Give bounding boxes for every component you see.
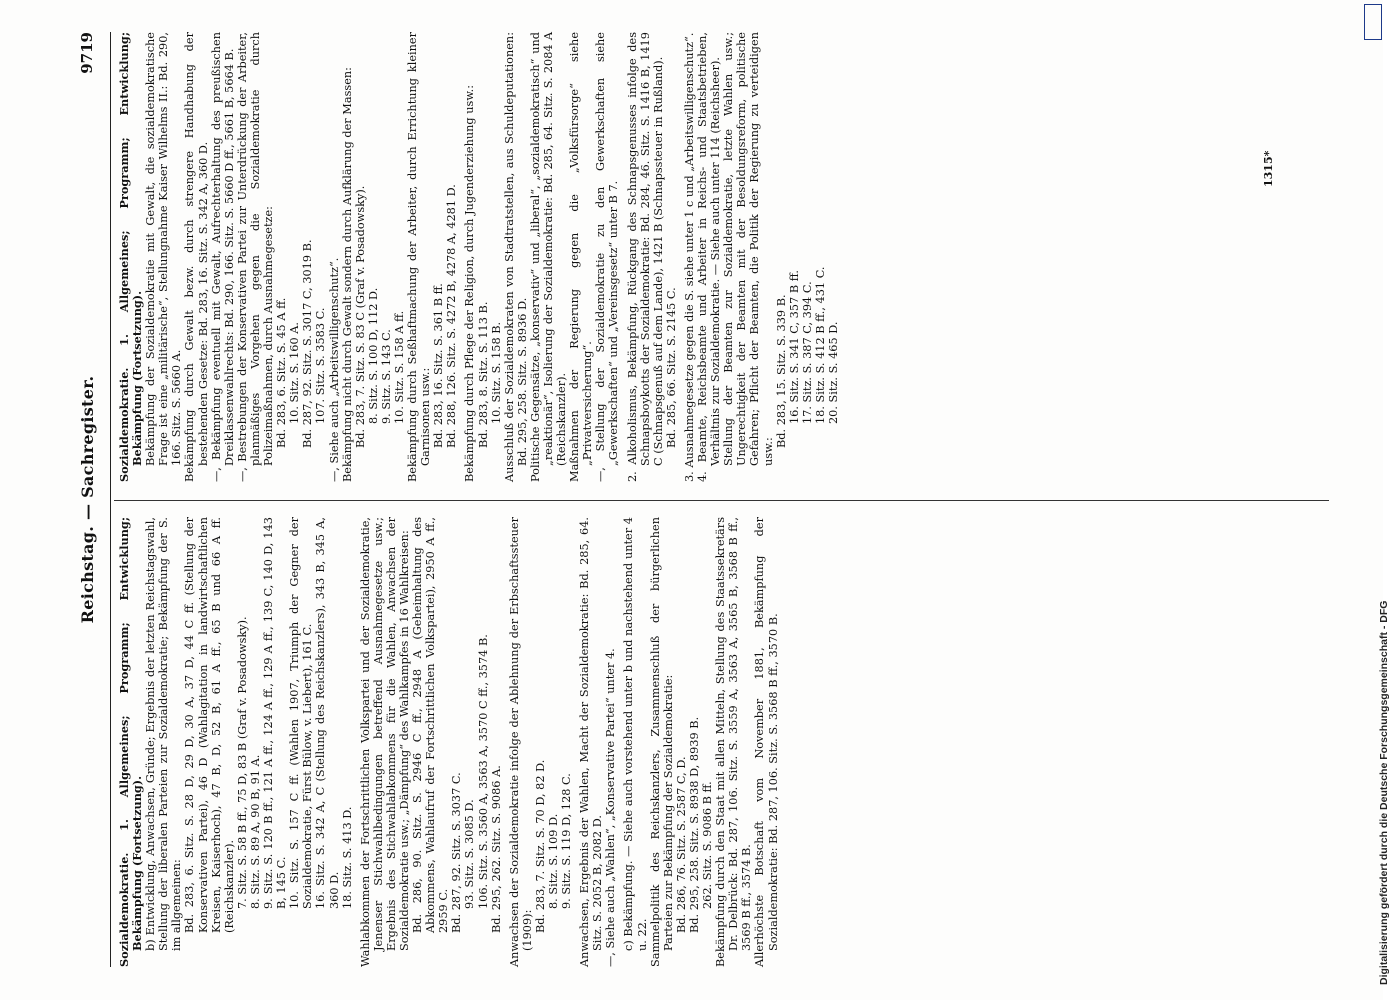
index-entry: 18. Sitz. S. 413 D. — [340, 806, 354, 909]
page-number: 9719 — [78, 32, 96, 74]
index-entry: b) Entwicklung, Anwachsen, Gründe; Ergebnis der letzten Reichstagswahl, Stellung der liberalen Parteien zur Sozialdemokratie; Bekämpfung der S. im allgemeinen: — [144, 517, 184, 951]
index-entry: Bd. 283, 16. Sitz. S. 361 B ff. — [432, 283, 446, 448]
index-entry: Bd. 295, 262. Sitz. S. 9086 A. — [489, 765, 503, 933]
index-entry: Bekämpfung durch den Staat mit allen Mitteln, Stellung des Staatssekretärs Dr. Delbrück: Bd. 287, 106. Sitz. S. 3559 A, 3563 A, 3565 B, 3568 B ff., 3569 B ff., 3574 B. — [714, 517, 754, 967]
index-entry: Bekämpfung durch Seßhaftmachung der Arbeiter, durch Errichtung kleiner Garnisonen usw.: — [406, 32, 433, 482]
index-entry: Politische Gegensätze, „konservativ“ und „liberal“, „sozialdemokratisch“ und „reaktionär“, Isolierung der Sozialdemokratie: Bd. 285, 64. Sitz. S. 2084 A (Reichskanzler). — [528, 32, 569, 482]
right-column — [118, 32, 1323, 482]
index-entry: 262. Sitz. S. 9086 B ff. — [701, 781, 715, 909]
index-entry: 2. Alkoholismus, Bekämpfung, Rückgang des Schnapsgenusses infolge des Schnapsboykotts der Sozialdemokratie: Bd. 284, 46. Sitz. S. 1416 B, 1419 C (Schnapsgenuß auf dem Lande), 1421 B (Schnapssteuer in Rußland). — [625, 32, 665, 482]
index-entry: 10. Sitz. S. 158 A ff. — [392, 310, 406, 424]
index-entry: 3. Ausnahmegesetze gegen die S. siehe unter 1 c und „Arbeitswilligenschutz“. — [682, 32, 696, 482]
index-entry: Bekämpfung durch Pflege der Religion, durch Jugenderziehung usw.: — [463, 84, 477, 482]
index-entry: Bd. 287, 92. Sitz. S. 3037 C. — [450, 772, 464, 933]
index-entry: Bd. 295, 258. Sitz. S. 8938 D, 8939 B. — [687, 716, 701, 933]
index-entry: —, Siehe auch „Wahlen“, „Konservative Partei“ unter 4. — [604, 648, 618, 967]
index-entry: Maßnahmen der Regierung gegen die „Volksfürsorge“ siehe „Privatversicherung“. — [568, 32, 595, 482]
index-entry: Ausschluß der Sozialdemokraten von Stadtratstellen, aus Schuldeputationen: Bd. 295, 258. Sitz. S. 8936 D. — [502, 32, 529, 482]
index-entry: 9. Sitz. S. 119 D, 128 C. — [560, 773, 574, 909]
index-entry: —, Stellung der Sozialdemokratie zu den Gewerkschaften siehe „Gewerkschaften“ und „Vereinsgesetz“ unter B 7. — [594, 32, 621, 482]
index-entry: 18. Sitz. S. 412 B ff., 431 C. — [813, 266, 827, 424]
index-entry: Bd. 283, 7. Sitz. S. 83 C (Graf v. Posadowsky). — [353, 185, 367, 448]
section-heading: Sozialdemokratie. 1. Allgemeines; Programm; Entwicklung; Bekämpfung (Fortsetzung). — [117, 517, 145, 967]
index-entry: 16. Sitz. S. 342 A, C (Stellung des Reichskanzlers), 343 B, 345 A, 360 D. — [314, 517, 341, 909]
left-column — [118, 517, 1323, 967]
index-entry: Bd. 283, 6. Sitz. S. 28 D, 29 D, 30 A, 37 D, 44 C ff. (Stellung der Konservativen Partei), 46 D (Wahlagitation in landwirtschaftlichen Kreisen, Kaiserhoch), 47 B, D, 52 B, 61 A ff., 65 B und 66 A ff. (Reichskanzler). — [183, 517, 236, 933]
index-entry: —, Bestrebungen der Konservativen Partei zur Unterdrückung der Arbeiter, planmäßiges Vorgehen gegen die Sozialdemokratie durch Polizeimaßnahmen, durch Ausnahmegesetze: — [235, 32, 276, 482]
running-head: Reichstag. — Sachregister. — [78, 375, 97, 624]
index-entry: Bd. 285, 66. Sitz. S. 2145 C. — [664, 287, 678, 448]
index-entry: 10. Sitz. S. 158 B. — [489, 321, 503, 424]
index-entry: 10. Sitz. S. 157 C ff. (Wahlen 1907, Triumph der Gegner der Sozialdemokratie, Fürst Bülow, v. Liebert), 161 C. — [288, 517, 315, 909]
index-entry: 17. Sitz. S. 387 C, 394 C. — [800, 281, 814, 424]
page-header — [72, 32, 106, 967]
index-entry: —, Bekämpfung eventuell mit Gewalt, Aufrechterhaltung des preußischen Dreiklassenwahlrechts: Bd. 290, 166. Sitz. S. 5660 D ff., 5661 B, 5664 B. — [209, 32, 236, 482]
column-divider — [114, 500, 1329, 501]
index-entry: —, Siehe auch „Arbeitswilligenschutz“. — [327, 257, 341, 482]
index-entry: 106. Sitz. S. 3560 A, 3563 A, 3570 C ff., 3574 B. — [476, 634, 490, 909]
index-entry: Bd. 283, 7. Sitz. S. 70 D, 82 D. — [533, 759, 547, 933]
index-entry: Bd. 286, 90. Sitz. S. 2946 C ff., 2948 A (Geheimhaltung des Abkommens, Wahlaufruf der Fortschrittlichen Volkspartei), 2950 A ff., 2959 C. — [411, 517, 451, 933]
index-entry: Bekämpfung nicht durch Gewalt sondern durch Aufklärung der Massen: — [340, 67, 354, 482]
index-entry: Wahlabkommen der Fortschrittlichen Volkspartei und der Sozialdemokratie, Jenenser Stichwahlbedingungen betreffend Ausnahmegesetze usw.; Ergebnis des Stichwahlabkommens für die Wahlen, Anwachsen der Sozialdemokratie usw.; „Dämpfung“ des Wahlkampfes in 16 Wahlkreisen: — [358, 517, 411, 967]
index-entry: Bd. 283, 8. Sitz. S. 113 B. — [476, 301, 490, 448]
index-entry: Anwachsen, Ergebnis der Wahlen, Macht der Sozialdemokratie: Bd. 285, 64. Sitz. S. 2052 B, 2082 D. — [578, 517, 605, 967]
index-entry: Bekämpfung der Sozialdemokratie mit Gewalt, die sozialdemokratische Frage ist eine „militärische“, Stellungnahme Kaiser Wilhelms II.: Bd. 290, 166. Sitz. S. 5660 A. — [144, 32, 184, 466]
header-rule — [110, 32, 111, 967]
index-entry: 9. Sitz. S. 120 B ff., 121 A ff., 124 A ff., 129 A ff., 139 C, 140 D, 143 B, 145 C. — [262, 517, 289, 909]
index-entry: 8. Sitz. S. 100 D, 112 D. — [366, 287, 380, 424]
index-entry: 20. Sitz. S. 465 D. — [826, 321, 840, 424]
index-entry: Allerhöchste Botschaft vom November 1881, Bekämpfung der Sozialdemokratie: Bd. 287, 106. Sitz. S. 3568 B ff., 3570 B. — [753, 517, 780, 967]
index-entry: Bd. 287, 92. Sitz. S. 3017 C, 3019 B. — [301, 239, 315, 448]
index-entry: Bd. 288, 126. Sitz. S. 4272 B, 4278 A, 4281 D. — [445, 184, 459, 448]
index-entry: 16. Sitz. S. 341 C, 357 B ff. — [787, 270, 801, 424]
index-entry: Anwachsen der Sozialdemokratie infolge der Ablehnung der Erbschaftssteuer (1909): — [507, 517, 534, 967]
index-entry: 7. Sitz. S. 58 B ff., 75 D, 83 B (Graf v. Posadowsky). — [235, 616, 249, 909]
index-entry: 4. Beamte, Reichsbeamte und Arbeiter in Reichs- und Staatsbetrieben, Verhältnis zur Sozialdemokratie. — Siehe auch unter 114 (Reichsheer). — [696, 32, 723, 482]
index-entry: 107. Sitz. S. 3583 C. — [314, 307, 328, 424]
index-entry: Bd. 286, 76. Sitz. S. 2587 C, D. — [674, 756, 688, 933]
index-entry: 8. Sitz. S. 109 D. — [547, 813, 560, 909]
index-entry: 93. Sitz. S. 3085 D. — [463, 799, 477, 909]
index-entry: Stellung der Beamten zur Sozialdemokratie, letzte Wahlen usw.; Ungerechtigkeit der Beamten mit der Besoldungsreform, politische Gefahren; Pflicht der Beamten, die Politik der Regierung zu verteidigen usw.: — [722, 32, 775, 466]
digitization-credit: Digitalisierung gefördert durch die Deutsche Forschungsgemeinschaft - DFG — [1378, 600, 1390, 985]
rotated-document-page — [72, 32, 1332, 967]
index-entry: Sammelpolitik des Reichskanzlers, Zusammenschluß der bürgerlichen Parteien zur Bekämpfung der Sozialdemokratie: — [648, 517, 675, 967]
index-entry: Bd. 283, 6. Sitz. S. 45 A ff. — [275, 297, 289, 448]
index-entry: 10. Sitz. S. 160 A. — [288, 321, 302, 424]
index-entry: 8. Sitz. S. 89 A, 90 B, 91 A. — [248, 754, 262, 909]
index-entry: Bekämpfung durch Gewalt bezw. durch strengere Handhabung der bestehenden Gesetze: Bd. 283, 16. Sitz. S. 342 A, 360 D. — [183, 32, 210, 482]
index-entry: 9. Sitz. S. 143 C. — [379, 329, 393, 424]
signature-mark: 1315* — [1262, 150, 1275, 187]
index-entry: Bd. 283, 15. Sitz. S. 339 B. — [774, 294, 788, 448]
index-entry: c) Bekämpfung. — Siehe auch vorstehend unter b und nachstehend unter 4 u. 22. — [622, 517, 649, 951]
section-heading: Sozialdemokratie. 1. Allgemeines; Programm; Entwicklung; Bekämpfung (Fortsetzung). — [117, 32, 145, 482]
